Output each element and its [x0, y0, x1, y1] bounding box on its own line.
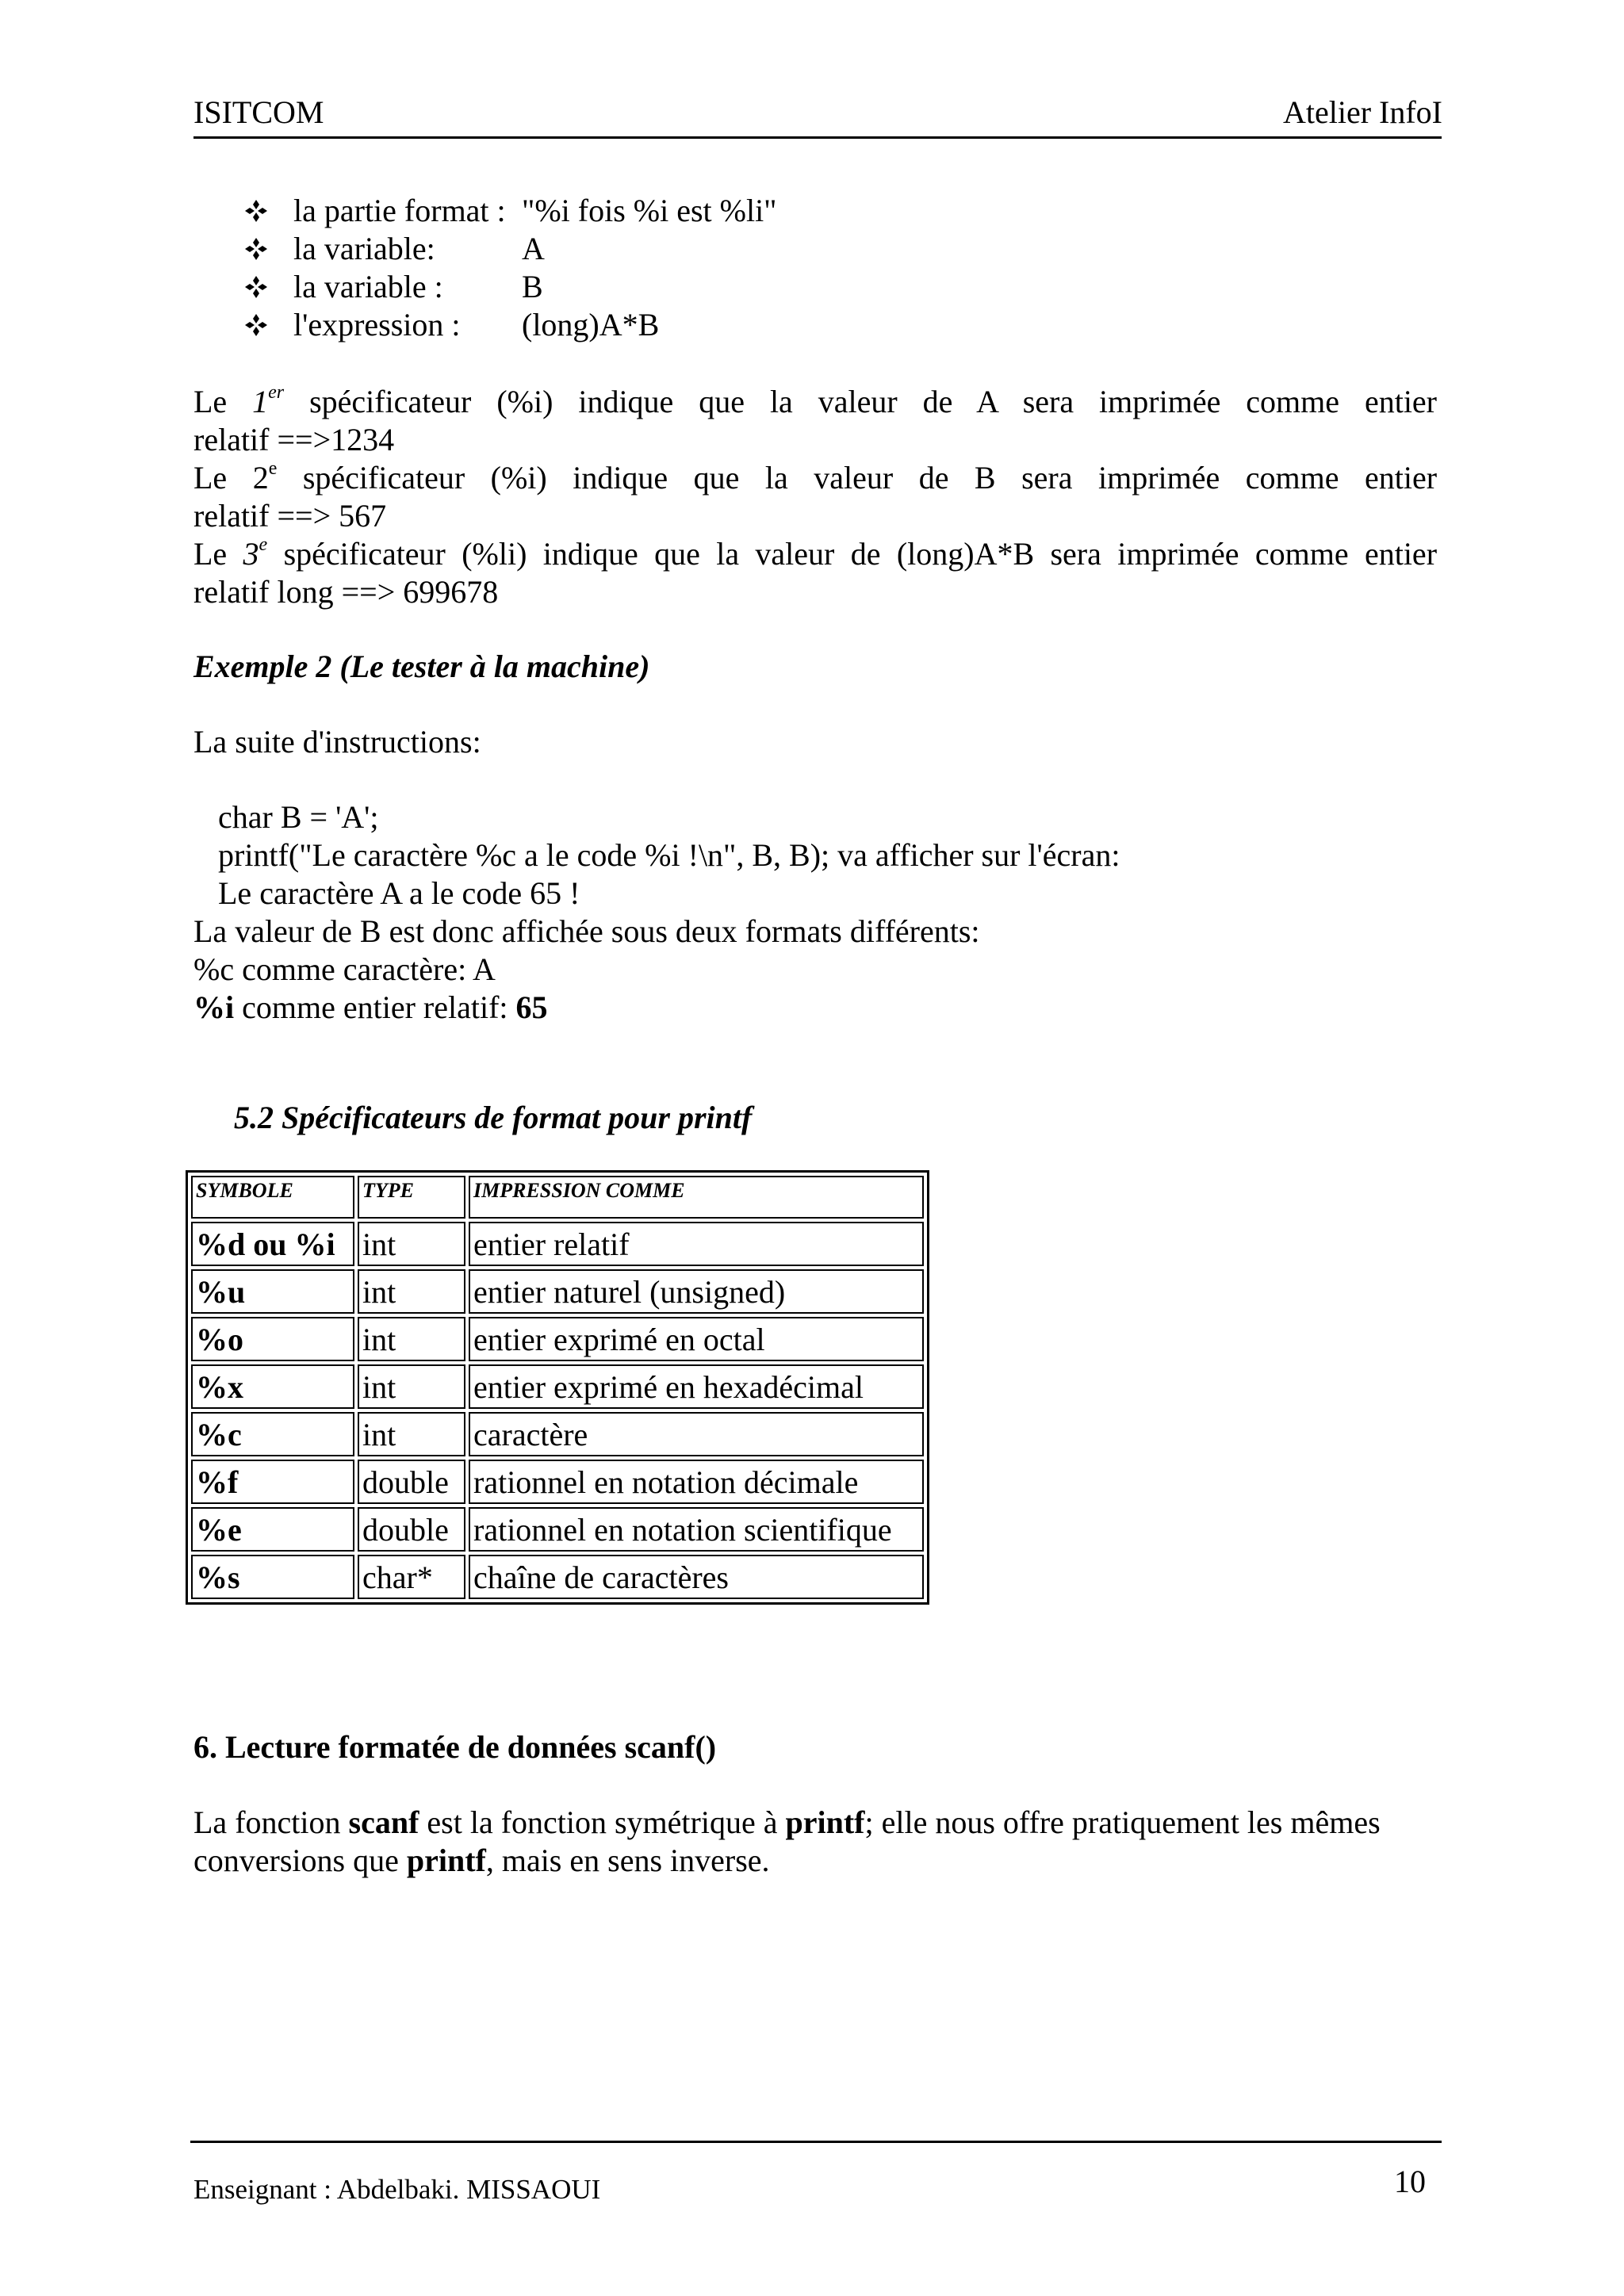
list-item-label: la variable : [293, 269, 443, 304]
list-item-value: "%i fois %i est %li" [522, 193, 777, 228]
cell-type: double [358, 1460, 465, 1504]
cell-impression: entier naturel (unsigned) [469, 1269, 924, 1314]
spec-le: Le [193, 384, 228, 419]
section-5-2-title: 5.2 Spécificateurs de format pour printf [234, 1100, 753, 1135]
header-rule [193, 136, 1442, 139]
table-row [191, 1412, 924, 1456]
cell-type: int [358, 1364, 465, 1409]
specifier-paragraph-3 [193, 535, 1437, 611]
example-2-explanation: La valeur de B est donc affichée sous deux formats différents: [193, 913, 980, 949]
list-item-label: l'expression : [293, 307, 461, 342]
cell-impression: entier exprimé en hexadécimal [469, 1364, 924, 1409]
section-6-paragraph-line-2: conversions que printf, mais en sens inverse. [193, 1843, 770, 1878]
spec-le: Le [193, 460, 228, 496]
diamond-bullet-icon [244, 192, 276, 232]
cell-type: char* [358, 1555, 465, 1599]
format-specifier-table [186, 1170, 929, 1605]
list-item-value: B [522, 269, 543, 304]
footer-rule [190, 2141, 1442, 2143]
cell-symbol: %c [191, 1412, 354, 1456]
list-item-value: A [522, 231, 545, 266]
example-2-intro: La suite d'instructions: [193, 724, 481, 760]
spec-le: Le [193, 536, 228, 572]
table-row [191, 1317, 924, 1361]
specifier-paragraph-2 [193, 459, 1437, 535]
cell-impression: rationnel en notation décimale [469, 1460, 924, 1504]
page-number: 10 [1394, 2164, 1426, 2199]
cell-symbol: %u [191, 1269, 354, 1314]
list-item-label: la variable: [293, 231, 435, 266]
cell-symbol: %s [191, 1555, 354, 1599]
cell-symbol: %f [191, 1460, 354, 1504]
diamond-bullet-icon [244, 268, 276, 308]
cell-impression: entier exprimé en octal [469, 1317, 924, 1361]
spec-ordinal: 1er [252, 383, 285, 419]
spec-ordinal: 2e [252, 459, 278, 496]
cell-symbol: %x [191, 1364, 354, 1409]
cell-type: int [358, 1222, 465, 1266]
diamond-bullet-icon [244, 230, 276, 270]
table-header-row [191, 1176, 924, 1219]
printf-keyword: printf [406, 1843, 486, 1878]
list-item-value: (long)A*B [522, 307, 660, 342]
cell-symbol: %d ou %i [191, 1222, 354, 1266]
header-course: Atelier InfoI [1282, 94, 1442, 130]
code-line-3: Le caractère A a le code 65 ! [218, 875, 580, 911]
code-line-2: printf("Le caractère %c a le code %i !\n", B, B); va afficher sur l'écran: [218, 837, 1120, 873]
section-6-title: 6. Lecture formatée de données scanf() [193, 1729, 717, 1765]
format-i-text: comme entier relatif: [234, 989, 516, 1025]
table-row [191, 1460, 924, 1504]
cell-impression: entier relatif [469, 1222, 924, 1266]
example-2-title: Exemple 2 (Le tester à la machine) [193, 649, 650, 684]
column-header-impression: IMPRESSION COMME [469, 1176, 924, 1219]
cell-type: int [358, 1269, 465, 1314]
code-line-1: char B = 'A'; [218, 799, 379, 835]
table-row [191, 1269, 924, 1314]
spec-result: relatif long ==> 699678 [193, 574, 499, 610]
scanf-keyword: scanf [348, 1804, 419, 1840]
table-row [191, 1507, 924, 1552]
cell-impression: rationnel en notation scientifique [469, 1507, 924, 1552]
format-i-line [193, 989, 548, 1026]
cell-impression: caractère [469, 1412, 924, 1456]
cell-type: int [358, 1317, 465, 1361]
spec-ordinal: 3e [243, 535, 268, 572]
list-item-label: la partie format : [293, 193, 506, 228]
diamond-bullet-icon [244, 306, 276, 346]
cell-type: double [358, 1507, 465, 1552]
cell-impression: chaîne de caractères [469, 1555, 924, 1599]
cell-symbol: %o [191, 1317, 354, 1361]
header-school: ISITCOM [193, 94, 324, 130]
footer-teacher: Enseignant : Abdelbaki. MISSAOUI [193, 2174, 601, 2205]
format-c-line: %c comme caractère: A [193, 951, 496, 987]
spec-result: relatif ==>1234 [193, 422, 395, 457]
specifier-paragraph-1 [193, 383, 1437, 459]
table-row [191, 1555, 924, 1599]
spec-text: spécificateur (%li) indique que la valeur de (long)A*B sera imprimée comme entier [283, 536, 1437, 572]
format-i-code: %i [193, 989, 235, 1025]
column-header-type: TYPE [358, 1176, 465, 1219]
column-header-symbol: SYMBOLE [191, 1176, 354, 1219]
table-row [191, 1364, 924, 1409]
cell-symbol: %e [191, 1507, 354, 1552]
spec-text: spécificateur (%i) indique que la valeur de B sera imprimée comme entier [302, 460, 1437, 496]
cell-type: int [358, 1412, 465, 1456]
spec-text: spécificateur (%i) indique que la valeur de A sera imprimée comme entier [309, 384, 1437, 419]
format-i-value: 65 [515, 989, 548, 1025]
spec-result: relatif ==> 567 [193, 498, 387, 534]
table-row [191, 1222, 924, 1266]
section-6-paragraph-line-1: La fonction scanf est la fonction symétrique à printf; elle nous offre pratiquement les mêmes [193, 1804, 1381, 1840]
printf-keyword: printf [785, 1804, 865, 1840]
